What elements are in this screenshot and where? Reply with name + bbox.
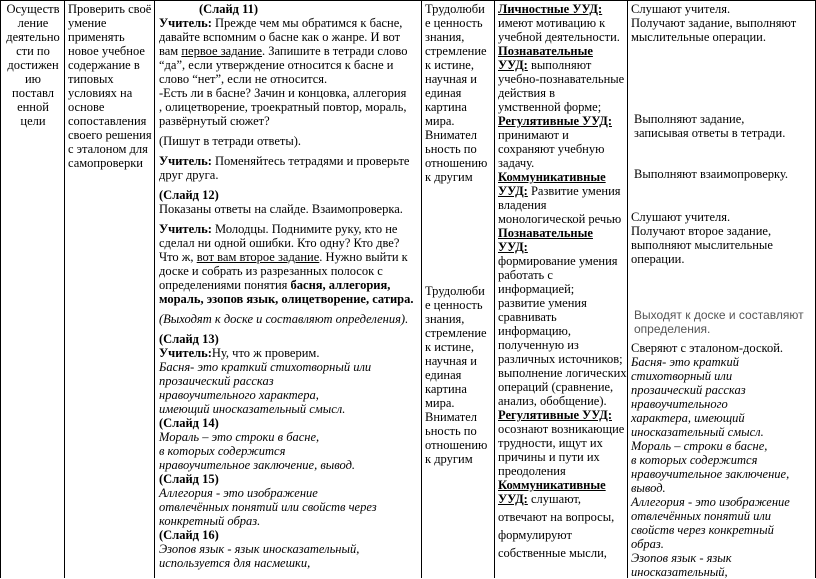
- slide-label: (Слайд 16): [159, 528, 219, 542]
- values-line: Трудолюби: [425, 284, 485, 298]
- definition-line: Аллегория - это изображение: [631, 495, 790, 509]
- stage-line: поставл: [12, 86, 54, 100]
- student-activity-block: [634, 308, 814, 336]
- col-border: [0, 0, 1, 578]
- teacher-line: мораль, эзопов язык, олицетворение, сатира.: [159, 292, 414, 306]
- values-line: единая: [425, 86, 462, 100]
- uud-cell: [498, 2, 626, 560]
- goal-line: умение: [68, 16, 107, 30]
- student-line: мыслительные операции.: [631, 30, 766, 44]
- stage-line: достижен: [7, 58, 59, 72]
- student-line: Сверяют с эталоном-доской.: [631, 341, 784, 355]
- student-line: Получают второе задание,: [631, 224, 772, 238]
- col-border: [64, 0, 65, 578]
- student-line: Выполняют взаимопроверку.: [634, 167, 789, 181]
- goal-line: содержание в: [68, 58, 140, 72]
- stage-line: ление: [17, 16, 49, 30]
- uud-line: монологической речью: [498, 212, 622, 226]
- uud-heading: Коммуникативные: [498, 478, 606, 492]
- student-activity-cell: [631, 2, 814, 44]
- uud-line: учебной деятельности.: [498, 30, 620, 44]
- uud-line: УУД: слушают,: [498, 492, 582, 506]
- values-line: Трудолюби: [425, 2, 485, 16]
- table-top-border: [0, 0, 816, 1]
- uud-line: осознают возникающие: [498, 422, 625, 436]
- uud-line: выполнение логических: [498, 366, 627, 380]
- student-line: Слушают учителя.: [631, 210, 731, 224]
- goal-line: основе: [68, 100, 105, 114]
- definition-line: отвлечённых понятий или свойств через: [159, 500, 377, 514]
- student-activity-block: [631, 341, 814, 579]
- uud-line: собственные мысли,: [498, 546, 607, 560]
- uud-heading: УУД:: [498, 58, 528, 72]
- uud-line: информацию,: [498, 324, 572, 338]
- uud-line: действия в: [498, 86, 555, 100]
- speaker-label: Учитель:: [159, 154, 212, 168]
- definition-line: иносказательный смысл.: [631, 425, 764, 439]
- goal-cell: [68, 2, 153, 170]
- uud-line: различных источников;: [498, 352, 623, 366]
- first-task-link: первое задание: [181, 44, 263, 58]
- uud-line: учебно-познавательные: [498, 72, 625, 86]
- speaker-label: Учитель:: [159, 346, 212, 360]
- student-line: определения.: [634, 322, 711, 336]
- slide-label: (Слайд 12): [159, 188, 219, 202]
- student-activity-block: [631, 210, 814, 266]
- teacher-line: слово “нет”, если не относится.: [159, 72, 328, 86]
- definition-line: характера, имеющий: [631, 411, 745, 425]
- uud-line: УУД: выполняют: [498, 58, 592, 72]
- uud-line: операций (сравнение,: [498, 380, 614, 394]
- goal-line: сопоставления: [68, 114, 147, 128]
- uud-heading: Личностные УУД:: [498, 2, 603, 16]
- values-line: ьность по: [425, 142, 477, 156]
- student-action: (Выходят к доске и составляют определения).: [159, 312, 409, 326]
- definition-line: нравоучительное заключение,: [631, 467, 790, 481]
- stage-line: цели: [20, 114, 46, 128]
- question-line: -Есть ли в басне? Зачин и концовка, аллегория: [159, 86, 407, 100]
- goal-line: типовых: [68, 72, 114, 86]
- student-line: операции.: [631, 252, 685, 266]
- definition-line: Басня- это краткий стихотворный или: [159, 360, 372, 374]
- values-line: научная и: [425, 354, 477, 368]
- goal-line: своего решения: [68, 128, 152, 142]
- teacher-line: давайте вспомним о басне как о жанре. И вот: [159, 30, 401, 44]
- definition-line: Эзопов язык - язык: [631, 551, 732, 565]
- slide-label: (Слайд 13): [159, 332, 219, 346]
- speaker-label: Учитель:: [159, 16, 212, 30]
- values-line: мира.: [425, 396, 455, 410]
- student-line: Выходят к доске и составляют: [634, 308, 804, 322]
- uud-line: трудности, ищут их: [498, 436, 603, 450]
- definition-line: свойств через конкретный: [631, 523, 774, 537]
- definition-line: конкретный образ.: [159, 514, 261, 528]
- definition-line: Аллегория - это изображение: [159, 486, 318, 500]
- uud-line: сравнивать: [498, 310, 557, 324]
- uud-line: полученную из: [498, 338, 579, 352]
- speaker-label: Учитель:: [159, 222, 212, 236]
- teacher-line: Учитель: Прежде чем мы обратимся к басне,: [159, 16, 403, 30]
- teacher-line: вам первое задание. Запишите в тетради слово: [159, 44, 408, 58]
- uud-line: сохраняют учебную: [498, 142, 605, 156]
- uud-line: анализ, обобщение).: [498, 394, 607, 408]
- values-line: е ценность: [425, 298, 483, 312]
- teacher-line: друг друга.: [159, 168, 219, 182]
- uud-line: формирование умения: [498, 254, 618, 268]
- student-activity-block: [634, 112, 814, 140]
- stage-line: деятельно: [6, 30, 60, 44]
- teacher-line: Показаны ответы на слайде. Взаимопроверка.: [159, 202, 403, 216]
- uud-line: умственной форме;: [498, 100, 602, 114]
- values-line: стремление: [425, 326, 487, 340]
- slide-label: (Слайд 14): [159, 416, 219, 430]
- definition-line: вывод.: [631, 481, 666, 495]
- teacher-line: Учитель:Ну, что ж проверим.: [159, 346, 320, 360]
- definition-line: нравоучительное заключение, вывод.: [159, 458, 356, 472]
- definition-line: в которых содержится: [159, 444, 286, 458]
- values-line: к другим: [425, 452, 473, 466]
- uud-line: формулируют: [498, 528, 572, 542]
- values-line: Внимател: [425, 410, 478, 424]
- second-task-link: вот вам второе задание: [196, 250, 320, 264]
- teacher-line: определениями понятия басня, аллегория,: [159, 278, 391, 292]
- definition-line: используется для насмешки,: [159, 556, 311, 570]
- values-line: ьность по: [425, 424, 477, 438]
- values-cell-bottom: [425, 284, 494, 466]
- values-line: единая: [425, 368, 462, 382]
- slide-label: (Слайд 11): [199, 2, 259, 16]
- definition-line: стихотворный или: [631, 369, 733, 383]
- uud-line: принимают и: [498, 128, 569, 142]
- values-line: е ценность: [425, 16, 483, 30]
- uud-heading: УУД:: [498, 240, 528, 254]
- definition-line: Эзопов язык - язык иносказательный,: [159, 542, 360, 556]
- definition-line: иносказательный,: [631, 565, 728, 579]
- teacher-line: Учитель: Молодцы. Поднимите руку, кто не: [159, 222, 398, 236]
- goal-line: применять: [68, 30, 125, 44]
- col-border: [494, 0, 495, 578]
- uud-line: имеют мотивацию к: [498, 16, 606, 30]
- uud-heading: УУД:: [498, 492, 528, 506]
- student-activity-block: [634, 167, 814, 181]
- teacher-line: “да”, если утверждение относится к басне и: [159, 58, 394, 72]
- values-line: отношению: [425, 438, 488, 452]
- values-line: к истине,: [425, 58, 474, 72]
- definition-line: прозаический рассказ: [631, 383, 746, 397]
- slide-label: (Слайд 15): [159, 472, 219, 486]
- values-line: знания,: [425, 30, 465, 44]
- values-line: знания,: [425, 312, 465, 326]
- student-line: Выполняют задание,: [634, 112, 745, 126]
- values-line: картина: [425, 382, 467, 396]
- values-line: отношению: [425, 156, 488, 170]
- definition-line: отвлечённых понятий или: [631, 509, 772, 523]
- definition-line: Басня- это краткий: [631, 355, 739, 369]
- values-line: к истине,: [425, 340, 474, 354]
- definition-line: Мораль – это строки в басне,: [159, 430, 320, 444]
- values-line: картина: [425, 100, 467, 114]
- uud-heading: Коммуникативные: [498, 170, 606, 184]
- definition-line: в которых содержится: [631, 453, 758, 467]
- values-line: мира.: [425, 114, 455, 128]
- uud-line: развитие умения: [498, 296, 587, 310]
- uud-line: работать с: [498, 268, 553, 282]
- teacher-line: сделал ни одной ошибки. Кто одну? Кто две?: [159, 236, 400, 250]
- teacher-line: Что ж, вот вам второе задание. Нужно выйти к: [159, 250, 408, 264]
- uud-line: отвечают на вопросы,: [498, 510, 615, 524]
- col-border: [154, 0, 155, 578]
- values-line: к другим: [425, 170, 473, 184]
- teacher-line: доске и собрать из разрезанных полосок с: [159, 264, 383, 278]
- uud-heading: Регулятивные УУД:: [498, 114, 612, 128]
- uud-heading: УУД:: [498, 184, 528, 198]
- definition-line: нравоучительного характера,: [159, 388, 319, 402]
- uud-line: преодоления: [498, 464, 566, 478]
- col-border: [627, 0, 628, 578]
- uud-line: информацией;: [498, 282, 575, 296]
- goal-line: с эталоном для: [68, 142, 148, 156]
- definition-line: образ.: [631, 537, 664, 551]
- uud-line: причины и пути их: [498, 450, 600, 464]
- values-line: Внимател: [425, 128, 478, 142]
- stage-line: Осуществ: [6, 2, 60, 16]
- goal-line: условиях на: [68, 86, 133, 100]
- goal-line: Проверить своё: [68, 2, 152, 16]
- student-action: (Пишут в тетради ответы).: [159, 134, 302, 148]
- values-line: научная и: [425, 72, 477, 86]
- col-border: [421, 0, 422, 578]
- values-cell-top: [425, 2, 494, 184]
- student-line: Получают задание, выполняют: [631, 16, 797, 30]
- definition-line: нравоучительного: [631, 397, 728, 411]
- goal-line: самопроверки: [68, 156, 143, 170]
- student-line: записывая ответы в тетради.: [634, 126, 786, 140]
- student-line: выполняют мыслительные: [631, 238, 773, 252]
- question-line: , олицетворение, троекратный повтор, мораль,: [159, 100, 407, 114]
- definition-line: Мораль – строки в басне,: [631, 439, 768, 453]
- uud-heading: Регулятивные УУД:: [498, 408, 612, 422]
- teacher-line: Учитель: Поменяйтесь тетрадями и проверьте: [159, 154, 410, 168]
- stage-cell: [2, 2, 64, 128]
- uud-heading: Познавательные: [498, 226, 593, 240]
- definition-line: прозаический рассказ: [159, 374, 274, 388]
- uud-heading: Познавательные: [498, 44, 593, 58]
- stage-line: сти по: [16, 44, 50, 58]
- stage-line: енной: [17, 100, 49, 114]
- goal-line: новое учебное: [68, 44, 145, 58]
- student-line: Слушают учителя.: [631, 2, 731, 16]
- teacher-activity-cell: [159, 2, 419, 570]
- definition-line: имеющий иносказательный смысл.: [159, 402, 346, 416]
- uud-line: задачу.: [498, 156, 535, 170]
- values-line: стремление: [425, 44, 487, 58]
- uud-line: УУД: Развитие умения: [498, 184, 621, 198]
- stage-line: ию: [24, 72, 42, 86]
- uud-line: владения: [498, 198, 547, 212]
- question-line: развёрнутый сюжет?: [159, 114, 270, 128]
